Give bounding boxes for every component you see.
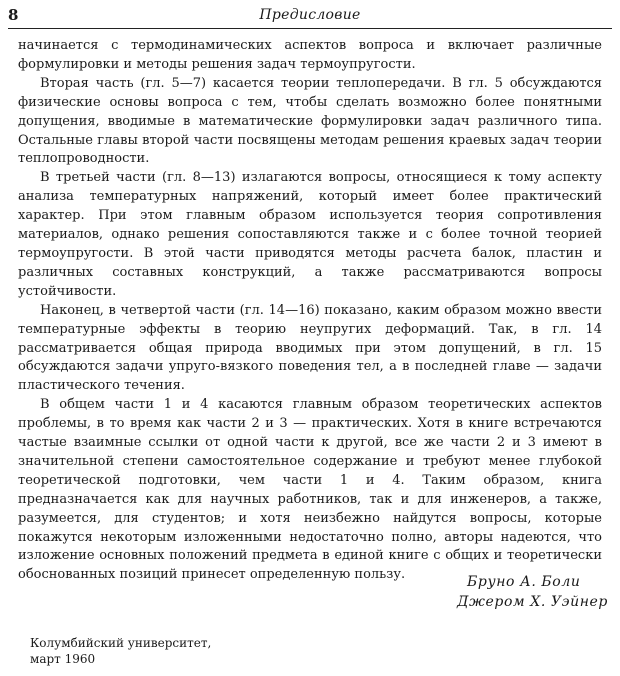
- date: март 1960: [30, 652, 96, 666]
- author-signatures: [457, 572, 608, 612]
- paragraph-part-two: Вторая часть (гл. 5—7) касается теории теплопередачи. В гл. 5 обсуждаются физические основы вопроса с тем, чтобы сделать возможно более понятными допущения, вводимые в математические формулировки задач различного типа. Остальные главы второй части посвящены методам решения краевых задач теории теплопроводности.: [18, 75, 602, 167]
- header-rule: [8, 28, 612, 29]
- paragraph-part-three: В третьей части (гл. 8—13) излагаются вопросы, относящиеся к тому аспекту анализа температурных напряжений, который имеет более практический характер. При этом главным образом используется теория сопротивления материалов, однако решения сопоставляются также и с более точной теорией термоупругости. В этой части приводятся методы расчета балок, пластин и различных составных конструкций, а также рассматриваются вопросы устойчивости.: [18, 170, 602, 299]
- place-and-date: [30, 635, 211, 667]
- body-text: [18, 37, 602, 585]
- institution: Колумбийский университет,: [30, 636, 212, 650]
- author-signature: Бруно А. Боли: [467, 574, 581, 590]
- paragraph-part-four: Наконец, в четвертой части (гл. 14—16) показано, каким образом можно ввести температурные эффекты в теорию неупругих деформаций. Так, в гл. 14 рассматривается общая природа вводимых при этом допущений, в гл. 15 обсуждаются задачи упруго-вязкого поведения тел, а в последней главе — задачи пластического течения.: [18, 302, 602, 394]
- running-title: Предисловие: [259, 7, 361, 23]
- page-header: [8, 6, 612, 30]
- paragraph-summary: В общем части 1 и 4 касаются главным образом теоретических аспектов проблемы, в то время как части 2 и 3 — практических. Хотя в книге встречаются частые взаимные ссылки от одной части к другой, все же части 2 и 3 имеют в значительной степени самостоятельное содержание и требуют менее глубокой теоретической подготовки, чем части 1 и 4. Таким образом, книга предназначается как для научных работников, так и для инженеров, а также, разумеется, для студентов; и хотя неизбежно найдутся вопросы, которые покажутся некоторым изложенными недостаточно полно, авторы надеются, что изложение основных положений предмета в единой книге с общих и теоретически обоснованных позиций принесет определенную пользу.: [18, 397, 602, 583]
- author-signature: Джером Х. Уэйнер: [457, 594, 608, 610]
- paragraph-continuation: начинается с термодинамических аспектов вопроса и включает различные формулировки и методы решения задач термоупругости.: [18, 38, 602, 72]
- page-number: 8: [8, 6, 19, 24]
